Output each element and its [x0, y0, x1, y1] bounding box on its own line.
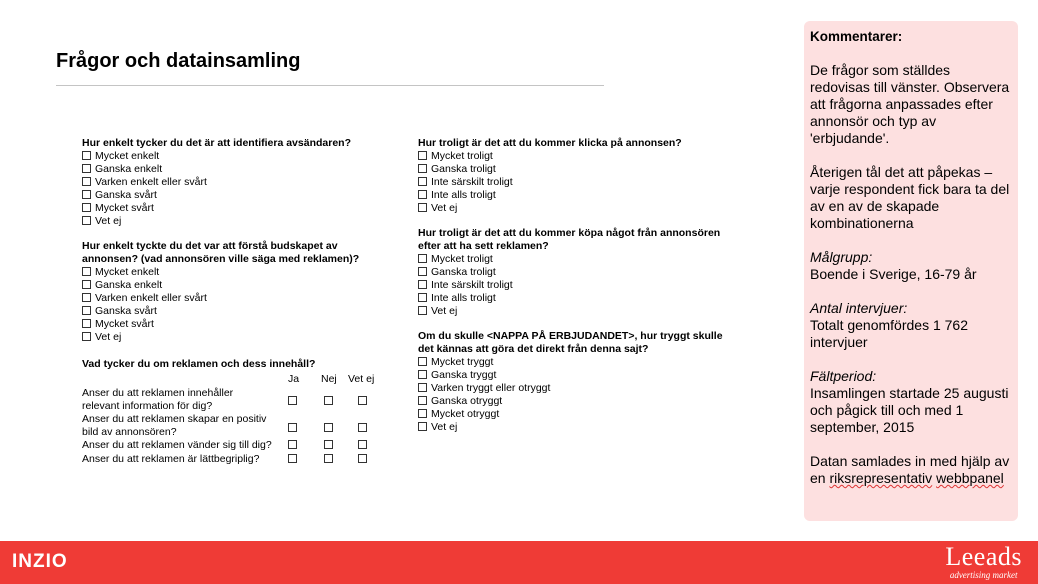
page-title: Frågor och datainsamling: [56, 50, 301, 72]
option[interactable]: Ganska svårt: [82, 189, 382, 202]
checkbox-yes[interactable]: [288, 423, 297, 432]
comments-panel: [804, 21, 1018, 521]
checkbox[interactable]: [82, 203, 91, 212]
option[interactable]: Inte särskilt troligt: [418, 279, 748, 292]
checkbox[interactable]: [418, 409, 427, 418]
checkbox[interactable]: [82, 306, 91, 315]
matrix-row: Anser du att reklamen vänder sig till dig?: [82, 439, 382, 453]
checkbox[interactable]: [418, 151, 427, 160]
comments-note: Återigen tål det att påpekas – varje respondent fick bara ta del av en av de skapade kombinationerna: [810, 164, 1010, 231]
target-group: Målgrupp: Boende i Sverige, 16-79 år: [810, 249, 977, 282]
checkbox-dont-know[interactable]: [358, 396, 367, 405]
checkbox[interactable]: [418, 254, 427, 263]
checkbox[interactable]: [82, 190, 91, 199]
checkbox-dont-know[interactable]: [358, 454, 367, 463]
checkbox[interactable]: [418, 190, 427, 199]
checkbox[interactable]: [82, 216, 91, 225]
matrix-row: Anser du att reklamen är lättbegriplig?: [82, 453, 382, 467]
option[interactable]: Mycket troligt: [418, 150, 748, 163]
option[interactable]: Ganska svårt: [82, 305, 382, 318]
option[interactable]: Vet ej: [418, 305, 748, 318]
data-collection-note: Datan samlades in med hjälp av en riksrepresentativ webbpanel: [810, 453, 1010, 486]
question-understand-message: Hur enkelt tyckte du det var att förstå budskapet av annonsen? (vad annonsören ville säga med reklamen)?: [82, 240, 360, 265]
title-divider: [56, 85, 604, 86]
question-site-trust: Om du skulle <NAPPA PÅ ERBJUDANDET>, hur tryggt skulle det kännas att göra det direkt från denna sajt?: [418, 330, 723, 355]
checkbox[interactable]: [418, 203, 427, 212]
questionnaire-left-column: [82, 137, 382, 467]
option[interactable]: Ganska enkelt: [82, 163, 382, 176]
question-ad-content: Vad tycker du om reklamen och dess innehåll?: [82, 358, 316, 370]
column-header-dont-know: Vet ej: [348, 373, 375, 385]
option[interactable]: Vet ej: [418, 421, 748, 434]
checkbox[interactable]: [418, 422, 427, 431]
option[interactable]: Mycket enkelt: [82, 266, 382, 279]
checkbox-no[interactable]: [324, 440, 333, 449]
checkbox[interactable]: [82, 177, 91, 186]
option[interactable]: Ganska otryggt: [418, 395, 748, 408]
inzio-logo: INZIO: [12, 551, 68, 572]
question-identify-sender: Hur enkelt tycker du det är att identifiera avsändaren?: [82, 137, 352, 149]
option[interactable]: Ganska troligt: [418, 163, 748, 176]
checkbox[interactable]: [418, 396, 427, 405]
column-header-no: Nej: [321, 373, 337, 385]
option[interactable]: Mycket enkelt: [82, 150, 382, 163]
checkbox[interactable]: [418, 293, 427, 302]
checkbox[interactable]: [418, 383, 427, 392]
checkbox-no[interactable]: [324, 454, 333, 463]
comments-heading: Kommentarer:: [810, 29, 903, 44]
checkbox-no[interactable]: [324, 423, 333, 432]
option[interactable]: Varken enkelt eller svårt: [82, 176, 382, 189]
option[interactable]: Vet ej: [418, 202, 748, 215]
option[interactable]: Mycket svårt: [82, 202, 382, 215]
checkbox-dont-know[interactable]: [358, 440, 367, 449]
checkbox[interactable]: [418, 306, 427, 315]
checkbox[interactable]: [82, 319, 91, 328]
checkbox[interactable]: [418, 164, 427, 173]
checkbox[interactable]: [82, 164, 91, 173]
option[interactable]: Inte alls troligt: [418, 189, 748, 202]
comments-intro: De frågor som ställdes redovisas till vänster. Observera att frågorna anpassades efter annonsör och typ av 'erbjudande'.: [810, 62, 1010, 146]
option[interactable]: Vet ej: [82, 215, 382, 228]
option[interactable]: Mycket otryggt: [418, 408, 748, 421]
checkbox-yes[interactable]: [288, 396, 297, 405]
option[interactable]: Mycket tryggt: [418, 356, 748, 369]
column-header-yes: Ja: [288, 373, 300, 385]
footer-bar: [0, 541, 1038, 584]
matrix-header: [82, 373, 382, 387]
matrix-row: Anser du att reklamen innehåller relevant information för dig?: [82, 387, 382, 413]
leeads-logo: Leeads advertising market: [945, 542, 1022, 580]
matrix-row: Anser du att reklamen skapar en positiv bild av annonsören?: [82, 413, 382, 439]
checkbox[interactable]: [418, 370, 427, 379]
option[interactable]: Vet ej: [82, 331, 382, 344]
checkbox[interactable]: [82, 267, 91, 276]
questionnaire-right-column: [418, 137, 748, 434]
field-period: Fältperiod: Insamlingen startade 25 augusti och pågick till och med 1 september, 2015: [810, 368, 1009, 435]
checkbox[interactable]: [82, 280, 91, 289]
option[interactable]: Mycket troligt: [418, 253, 748, 266]
option[interactable]: Varken enkelt eller svårt: [82, 292, 382, 305]
checkbox-dont-know[interactable]: [358, 423, 367, 432]
checkbox[interactable]: [82, 151, 91, 160]
option[interactable]: Varken tryggt eller otryggt: [418, 382, 748, 395]
checkbox[interactable]: [418, 177, 427, 186]
checkbox-yes[interactable]: [288, 454, 297, 463]
question-purchase-likelihood: Hur troligt är det att du kommer köpa något från annonsören efter att ha sett reklamen?: [418, 227, 721, 252]
checkbox[interactable]: [82, 293, 91, 302]
option[interactable]: Inte särskilt troligt: [418, 176, 748, 189]
option[interactable]: Inte alls troligt: [418, 292, 748, 305]
option[interactable]: Mycket svårt: [82, 318, 382, 331]
checkbox-no[interactable]: [324, 396, 333, 405]
checkbox-yes[interactable]: [288, 440, 297, 449]
option[interactable]: Ganska enkelt: [82, 279, 382, 292]
option[interactable]: Ganska tryggt: [418, 369, 748, 382]
checkbox[interactable]: [418, 267, 427, 276]
checkbox[interactable]: [82, 332, 91, 341]
interview-count: Antal intervjuer: Totalt genomfördes 1 762 intervjuer: [810, 300, 968, 350]
option[interactable]: Ganska troligt: [418, 266, 748, 279]
checkbox[interactable]: [418, 280, 427, 289]
checkbox[interactable]: [418, 357, 427, 366]
question-click-likelihood: Hur troligt är det att du kommer klicka på annonsen?: [418, 137, 682, 149]
